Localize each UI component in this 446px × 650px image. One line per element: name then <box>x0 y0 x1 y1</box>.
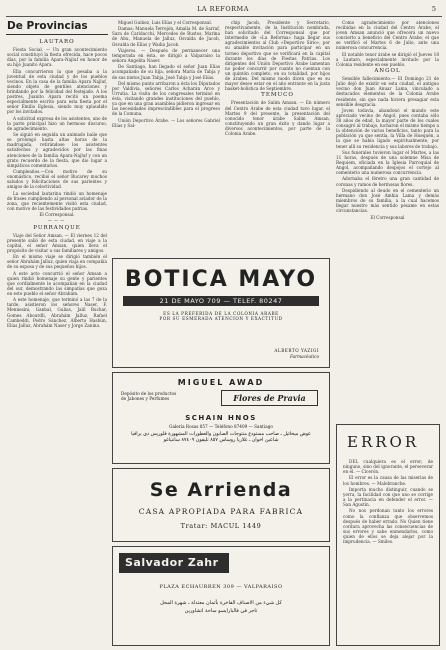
correspondent-signature: El Corresponsal <box>370 214 405 220</box>
paragraph: La sociedad lautarina rindió un homenaje de frases cumpliendo al personal aviador de la zona, que recientemente visitó esta ciudad, con motivo de las festividades patrias. <box>7 190 107 211</box>
section-rule <box>6 34 108 35</box>
ad-contact: Tratar: MACUL 1449 <box>180 522 262 530</box>
paragraph: chip Jacob, Presidente y Secretario, respectivamente, de la Institución nombrada, han solicitado del Corresponsal que por intermedio de «La Reforma» haga llegar sus agradecimientos al Club «Deportivo Sirio», por su amable invitación para participar en un torneo deportivo que se verificará en la capital durante los días de Fiestas Patrias. Los dirigentes del Unión Deportivo Árabe lamentan no poder concurrir por cuanto no cuentan con un quintón completo, en su totalidad, por hijos de árabes. Del mismo modo dicen que es su mayor deseo estar en el año entrante en la justa basket-bolística de Septiembre. <box>225 20 330 92</box>
paragraph: Cumpleaños.—Con motivo de su onomástico, recibió el señor Bucarey muchos saludos y felicitaciones de sus parientes y amigos de la colectividad. <box>7 169 107 190</box>
ad-line: de Jabones y Perfumes <box>121 396 170 402</box>
quote: El error es la causa de las miserias de los hombres. — Malebranche. <box>343 475 433 486</box>
arabic-line: شاعين اخوان ـ غلاريا روساس ٨٥٧ تليفون ٨٧٤٠٩ سانتياغو <box>163 438 279 444</box>
section-title: De Provincias <box>7 20 88 32</box>
slogan-line: ES LA PREFERIDA DE LA COLONIA ARABE <box>163 311 279 316</box>
ad-product-row <box>113 390 329 414</box>
ad-address: Galería Rosas 857 — Teléfono 87409 — Santiago <box>169 424 273 429</box>
paragraph: Damas: Manuela Terrejón, Amalia M. de Sarraf, Sara de Caridacchi, Mercedes de Bustos, Marina de Abu, Manuela de Jalluz, Osvalda de Jacob, Osvalda de Elías y Wadia Jacob. <box>112 26 220 47</box>
company-name: SCHAIN HNOS <box>185 414 257 422</box>
arabic-line: عوض ميخائيل ـ صاحب مستودع منتوجات الصابون والعطورات المشهورة فلوريس دي برافيا <box>131 432 311 438</box>
column-1 <box>7 38 107 643</box>
paragraph: Viajeros. — Después de permanecer una temporada en ésta, se dirigió a Valparaíso la señora Angelita Naser. <box>112 47 220 64</box>
ad-botica-mayo <box>112 258 330 368</box>
ad-title: Se Arrienda <box>149 479 293 501</box>
paragraph: En el mismo viaje se dirigió también el señor Abrahám Jalluz, quien viaja en compañía de su esposa y de sus pequeños hijos. <box>7 254 107 270</box>
ad-title: MIGUEL AWAD <box>177 378 265 387</box>
correspondent-signature: El Corresponsal. <box>39 212 75 218</box>
header-rule <box>6 16 442 17</box>
page-header <box>0 0 446 16</box>
ad-se-arrienda <box>112 468 330 542</box>
quote: DEL cualquiera es el error; de ninguno, sino del ignorante, el perseverar en él. — Cicerón. <box>343 459 433 475</box>
ad-title: BOTICA MAYO <box>124 267 318 292</box>
paragraph: Ella concurrieron la que pesaba a la juventud de esta ciudad y de los pueblos vecinos. En la casa de la familia Apara Najluf, siendo objeto de gentiles atenciones y brindando por la felicidad del festejado. A los postres, Juanito Apara recitó un poema especialmente escrito para esta fiesta por el señor Emilio Eglesia, siendo muy aplaudido por los invitados. <box>7 68 107 115</box>
header-title: LA REFORMA <box>197 5 249 13</box>
slogan-line: POR SU ESMERADA ATENCION Y EXACTITUD <box>159 316 283 322</box>
heading-angol: ANGOL <box>374 68 401 75</box>
name-plate <box>119 553 323 575</box>
arabic-line: كل شيء من الاصناف الفاخرة بأثمان معتدلة ـ شهرة المحل <box>160 600 282 607</box>
paragraph: Se siguió en seguida un animado baile que se prolongó hasta altas horas de la madrugada, retirándose los asistentes satisfechos y agradecidos por las finas atenciones de la familia Apara-Najluf y con un grato recuerdo de la fiesta, que dio lugar a simpáticos comentarios. <box>7 132 107 168</box>
error-title: ERROR <box>347 433 420 451</box>
page-number: 5 <box>431 5 436 13</box>
owner-block <box>274 348 319 359</box>
paragraph: El notable tenor árabe se dirigió el Jueves 18 a Lautaro, especialmente invitado por la Colonia residente en ese pueblo. <box>336 51 439 67</box>
ad-miguel-awad <box>112 372 330 464</box>
separator: ——— <box>47 218 67 224</box>
paragraph: De Santiago, han llegado el señor Juan Elías acompañado de su hija, señora María de Tabja y de sus nietos Juan Tabja, José Tabja y José Elías. <box>112 64 220 80</box>
ad-salvador-zahr <box>112 546 330 646</box>
quote: No nos perdonan tanto los errores como la confianza que observemos después de haber errado. No Quien tiene cordura aprovecha las consecuencias de sus errores y sabe enmendarlos, como quien de ellos se deja alejar por la imprudencia. — Smiles. <box>343 508 433 544</box>
owner-name: ALBERTO YAZIGI <box>274 348 319 354</box>
paragraph: Adornaba el féretro una gran cantidad de coronas y ramos de hermosas flores. <box>336 176 439 187</box>
ad-address: PLAZA ECHAURREN 309 — VALPARAISO <box>159 584 283 590</box>
paragraph: Fiesta Social. — Un gran acontecimiento social constituyó la fiesta ofrecida, hace pocos días, por la familia Apara-Najluf en honor de su hijo Juanito Apara. <box>7 47 107 68</box>
error-box <box>336 424 440 646</box>
column-2 <box>112 20 220 238</box>
heading-purranque: PURRANQUE <box>33 224 81 231</box>
quote: Importa mucho distinguir, cuando se yerra, la facilidad con que uno se corrige a la pertinacia en defender el error. — San Agustín. <box>343 486 433 508</box>
ad-line: Depósito de los productos <box>121 391 177 396</box>
brand-badge: Flores de Pravia <box>221 390 318 406</box>
paragraph: A solicitud expresa de los asistentes, uno de la parte principal hizo un hermoso discurso, de agradecimiento. <box>7 115 107 131</box>
paragraph: Como agradecimiento por atenciones recibidas en la ciudad del Centro Árabe, el joven Amsan anunció que ofrecerá un nuevo concierto a beneficio del Centro Árabe, el que se verificó el Martes 6 de Julio, ante una numerosa concurrencia. <box>336 20 439 51</box>
address-bar: 21 DE MAYO 709 — TELEF. 80247 <box>123 296 319 306</box>
column-4 <box>336 20 439 420</box>
paragraph: A este homenaje, que terminó a las 7 de la tarde, asistieron los señores Naser, F. Mennesini, Ganbal, Gulias, Jalil Buchar, Gomes Abourdli, Abrahám Jalluz, Rafael Cambeddi, Pedro Sánchez, Alberto Hasbún, Elías Jalluz, Abrahám Naser y Jorge Zanina. <box>7 297 107 328</box>
arabic-line: تاجر في فالبارايسو ساحة اتشاورين <box>184 608 258 615</box>
paragraph: Sensible fallecimiento.— El Domingo 21 de Julio dejó de existir en esta ciudad, el antiguo vecino don Juan Anuar Lama, vinculado a destacados elementos de la Colonia Árabe residente, sin que nada hiciera presagiar esta sensible desgracia. <box>336 76 439 107</box>
ad-subtitle: CASA APROPIADA PARA FABRICA <box>138 507 304 516</box>
paragraph: Joven todavía, abandonó el mundo este apreciado vecino de Angol, pues contaba sólo 38 años de edad, la mayor parte de los cuales consagró al trabajo, lucharon el mismo tiempo a la obtención de varios beneficios, tanto para la población ya que sentía, la Villa de Huequén, a la que se había ligado espiritualmente, por tener allí su residencia y sus labores de trabajo. <box>336 107 439 149</box>
heading-temuco: TEMUCO <box>261 92 294 99</box>
paragraph: Miguel Guiñez, Luis Elías y el Corresponsal. <box>118 20 213 25</box>
column-3 <box>225 20 330 255</box>
heading-lautaro: LAUTARO <box>39 39 75 45</box>
owner-role: Farmacéutico <box>290 353 319 359</box>
paragraph: Despidiendo al deudo en el cementerio un hermano don José Amhia Lama y demás miembros de su familia, a la cual hacemos llegar nuestro más sentido pésame en estas circunstancias. <box>336 187 439 214</box>
paragraph: A este acto concurrió el señor Amsan a quien rindió homenaje su gente y parientes que cordialmente le acompañan en la ciudad del sur, demostrando las simpatías que goza en este pueblo el señor Abrahám. <box>7 270 107 296</box>
paragraph: Viaje del Señor Amsan. — El viernes 12 del presente salió de esta ciudad, en viaje a la capital, el señor Amsan, quien lleva el propósito de visitar a sus familiares y amigos. <box>7 232 107 253</box>
ad-title: Salvador Zahr <box>125 556 219 569</box>
paragraph: Del mismo punto arribaron a ésta los Diputados por Valdivia, señores Carlos Acharán Arce y Urrutia. La visita de los congresales terminó en ésta, visitando grandes instituciones del pueblo, ya que en una gran asamblea pidieron ingresar en las necesidades imprescindibles para el progreso de la Comuna. <box>112 80 220 117</box>
paragraph: Sus funerales tuvieron lugar el Martes, a las 11 horas, después de una solemne Misa de Requiem, oficiada en la Iglesia Parroquial de Angol, acompañando despojos el cortejo al cementerio una numerosa concurrencia. <box>336 149 439 176</box>
paragraph: Presentación de Salim Amsan. — En número del Centro Árabe de esta ciudad tuvo lugar, el Martes 9 del presente, la presentación del conocido tenor árabe Salim Amsan, constituyendo un gran éxito y dando lugar a diversos acontecimientos, por parte de la Colonia Árabe. <box>225 100 330 136</box>
paragraph: Unión Deportivo Árabe. — Los señores Gabriel Elías y Sal- <box>112 117 220 128</box>
error-text <box>343 459 433 545</box>
